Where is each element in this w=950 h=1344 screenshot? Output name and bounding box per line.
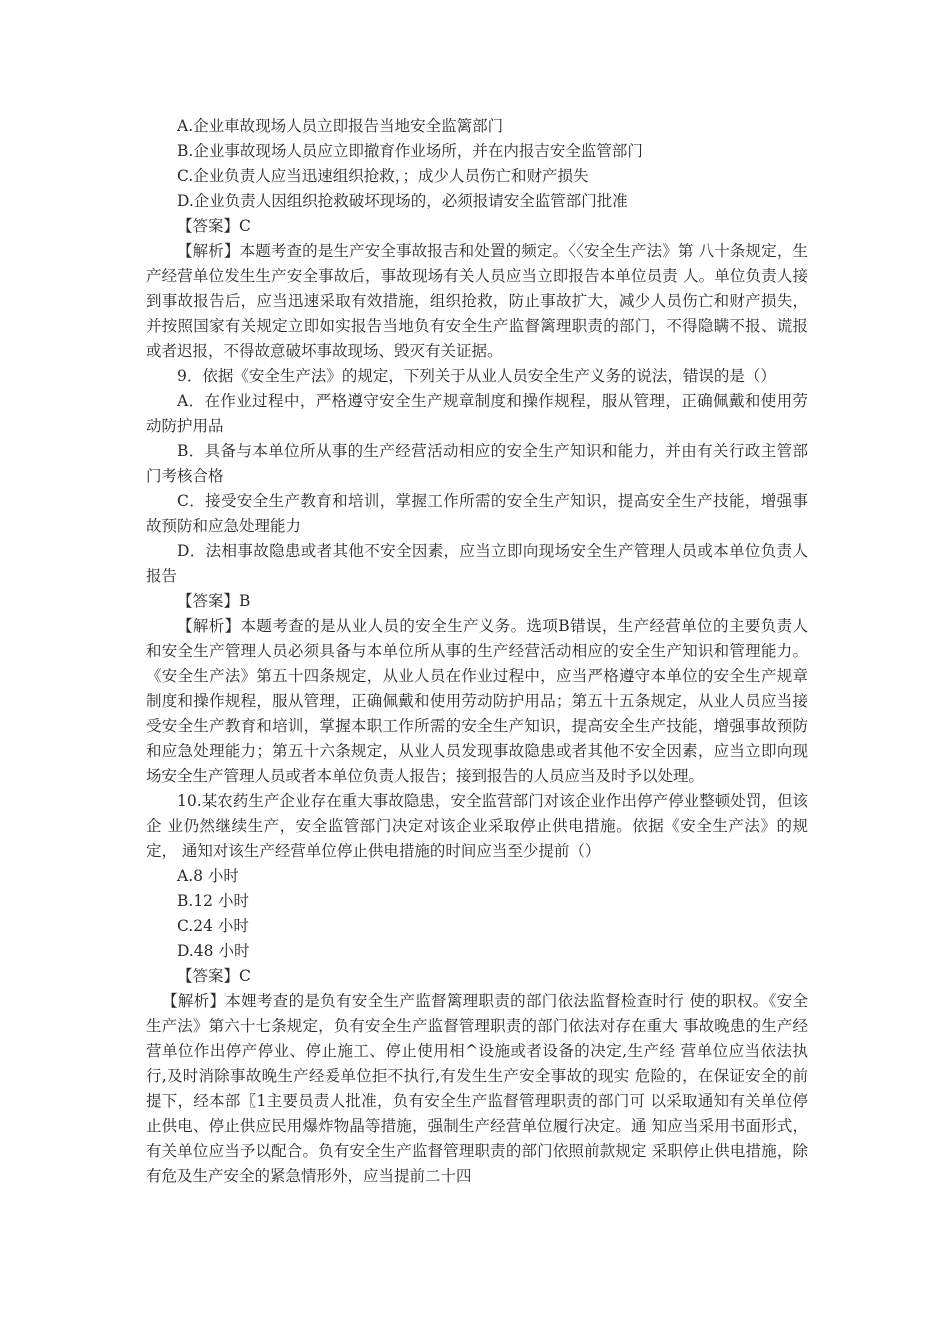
option-d-q10: D.48 小时 (177, 942, 250, 960)
option-a-q10: A.8 小时 (177, 867, 239, 885)
option-c-q9: C．接受安全生产教育和培训，掌握工作所需的安全生产知识，提高安全生产技能，增强事故预防和应急处理能力 (146, 492, 808, 535)
option-d-q9: D．法相事故隐患或者其他不安全因素，应当立即向现场安全生产管理人员或本单位负责人报告 (146, 542, 808, 585)
option-d-q8: D.企业负责人因组织抢救破坏现场的，必须报请安全监管部门批准 (177, 192, 628, 210)
option-c-q10: C.24 小时 (177, 917, 249, 935)
option-a-q8: A.企业車故现场人员立即报告当地安全监篱部门 (177, 117, 504, 135)
option-b-q10: B.12 小时 (177, 892, 249, 910)
question-9: 9．依据《安全生产法》的规定，下列关于从业人员安全生产义务的说法，错误的是（） (177, 367, 776, 385)
option-c-q8: C.企业负责人应当迅速组织抢救，；成少人员伤亡和财产损失 (177, 167, 589, 185)
answer-q10: 【答案】C (177, 967, 251, 985)
analysis-q8: 【解析】本题考查的是生产安全事故报吉和处置的频定。〈〈安全生产法》第 八十条规定，生产经营单位发生生产安全事故后，事故现场有关人员应当立即报告本单位员责 人。单位负责人接到事故报告后，应当迅速采取有效措施，组织抢救，防止事故扩大，减少人员伤亡和财产损失，并按照国家有关规定立即如实报告当地负有安全生产监督篱理职责的部门，不得隐瞒不报、谎报或者迟报，不得故意破坏事故现场、毁灭有关证据。 (146, 242, 808, 360)
option-b-q9: B．具备与本单位所从事的生产经营活动相应的安全生产知识和能力，并由有关行政主管部门考核合格 (146, 442, 808, 485)
document-body (146, 114, 808, 1189)
question-10: 10.某农药生产企业存在重大事故隐患，安全监营部门对该企业作出停产停业整顿处罚，但该企 业仍然继续生产，安全监管部门决定对该企业采取停止供电措施。依据《安全生产法》的规定， 通知对该生产经营单位停止供电措施的时间应当至少提前（） (146, 792, 808, 860)
answer-q9: 【答案】B (177, 592, 251, 610)
analysis-q9: 【解析】本题考查的是从业人员的安全生产义务。选项B错误，生产经营单位的主要负责人和安全生产管理人员必须具备与本单位所从事的生产经营活动相应的安全生产知识和管理能力。《安全生产法》第五十四条规定，从业人员在作业过程中，应当严格遵守本单位的安全生产规章制度和操作规程，服从管理，正确佩戴和使用劳动防护用品；第五十五条规定，从业人员应当接受安全生产教育和培训，掌握本职工作所需的安全生产知识，提高安全生产技能，增强事故预防和应急处理能力；第五十六条规定，从业人员发现事故隐患或者其他不安全因素，应当立即向现场安全生产管理人员或者本单位负责人报告；接到报告的人员应当及时予以处理。 (146, 617, 808, 785)
option-a-q9: A．在作业过程中，严格遵守安全生产规章制度和操作规程，服从管理，正确佩戴和使用劳动防护用品 (146, 392, 808, 435)
option-b-q8: B.企业事故现场人员应立即撤育作业场所，并在内报吉安全监管部门 (177, 142, 643, 160)
answer-q8: 【答案】C (177, 217, 251, 235)
analysis-q10: 【解析】本娌考查的是负有安全生产监督篱理职责的部门依法监督检查时行 使的职权。《安全生产法》第六十七条规定，负有安全生产监督管理职责的部门依法对存在重大 事故晚患的生产经营单位作出停产停业、停止施工、停止使用相^设施或者设备的决定,生产经 营单位应当依法执行,及时消除事故晚生产经爰单位拒不执行,有发生生产安全事故的现实 危险的，在保证安全的前提下，经本部〖1主要员责人批准，负有安全生产监督管理职责的部门可 以采取通知有关单位停止供电、停止供应民用爆炸物晶等措施，强制生产经营单位履行决定。通 知应当采用书面形式，有关单位应当予以配合。负有安全生产监督管理职责的部门依照前款规定 采职停止供电措施，除有危及生产安全的紧急情形外，应当提前二十四 (146, 992, 808, 1185)
